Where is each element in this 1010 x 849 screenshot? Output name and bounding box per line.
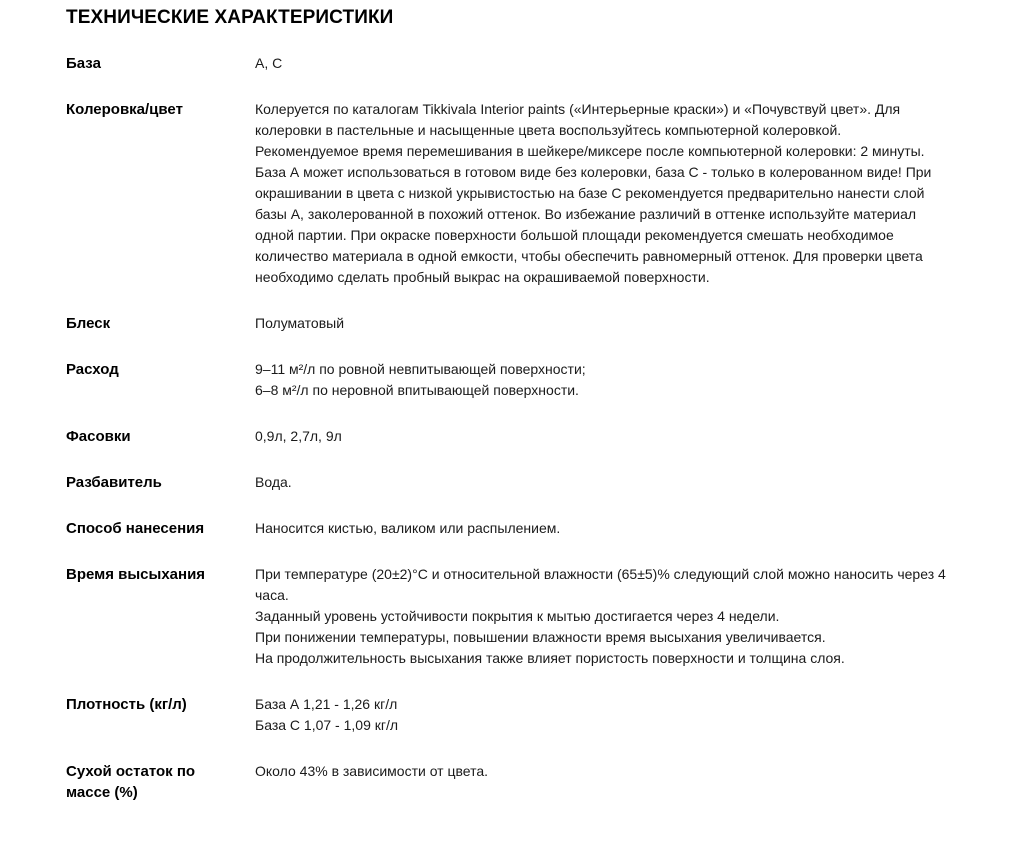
spec-value-line: База А 1,21 - 1,26 кг/л (255, 696, 398, 712)
spec-row-density (66, 694, 952, 736)
spec-value (255, 99, 947, 288)
spec-value (255, 426, 947, 447)
spec-row-pack-sizes (66, 426, 952, 447)
spec-value-line: А, С (255, 55, 283, 71)
spec-value-line: 9–11 м²/л по ровной невпитывающей поверхности; (255, 361, 586, 377)
spec-value-line: Около 43% в зависимости от цвета. (255, 763, 489, 779)
spec-value-line: Полуматовый (255, 315, 345, 331)
page-title: ТЕХНИЧЕСКИЕ ХАРАКТЕРИСТИКИ (66, 7, 394, 28)
spec-row-thinner (66, 472, 952, 493)
spec-row-base (66, 53, 952, 74)
spec-value-line: Вода. (255, 474, 292, 490)
spec-value-paragraph: Колеруется по каталогам Tikkivala Interior paints («Интерьерные краски») и «Почувствуй цвет». Для колеровки в пастельные и насыщенные цвета воспользуйтесь компьютерной колеровкой. Рекомендуемое время перемешивания в шейкере/миксере после компьютерной колеровки: 2 минуты. База А может использоваться в готовом виде без колеровки, база С - только в колерованном виде! При окрашивании в цвета с низкой укрывистостью на базе С рекомендуется предварительно нанести слой базы А, заколерованной в похожий оттенок. Во избежание различий в оттенке используйте материал одной партии. При окраске поверхности большой площади рекомендуется смешать необходимое количество материала в одной емкости, чтобы обеспечить равномерный оттенок. Для проверки цвета необходимо сделать пробный выкрас на окрашиваемой поверхности. (255, 101, 932, 285)
spec-value (255, 359, 947, 401)
spec-label: Колеровка/цвет (66, 101, 183, 118)
spec-value (255, 313, 947, 334)
spec-row-application-method (66, 518, 952, 539)
spec-value (255, 518, 947, 539)
spec-row-coverage (66, 359, 952, 401)
spec-label: Сухой остаток по массе (%) (66, 763, 196, 801)
spec-label: Фасовки (66, 428, 131, 445)
spec-label: Время высыхания (66, 566, 206, 583)
spec-value-line: База С 1,07 - 1,09 кг/л (255, 717, 399, 733)
spec-value-line: При температуре (20±2)°С и относительной влажности (65±5)% следующий слой можно наносить через 4 часа. (255, 566, 946, 603)
spec-label: Расход (66, 361, 119, 378)
spec-value-line: На продолжительность высыхания также влияет пористость поверхности и толщина слоя. (255, 650, 845, 666)
spec-label: База (66, 55, 101, 72)
spec-value-line: При понижении температуры, повышении влажности время высыхания увеличивается. (255, 629, 826, 645)
spec-value (255, 472, 947, 493)
spec-label: Способ нанесения (66, 520, 205, 537)
spec-label: Разбавитель (66, 474, 162, 491)
spec-row-solids-by-mass (66, 761, 952, 803)
spec-label: Блеск (66, 315, 111, 332)
spec-value-line: 6–8 м²/л по неровной впитывающей поверхности. (255, 382, 579, 398)
spec-table (66, 53, 952, 803)
spec-value (255, 694, 947, 736)
spec-row-gloss (66, 313, 952, 334)
spec-value-line: Заданный уровень устойчивости покрытия к мытью достигается через 4 недели. (255, 608, 780, 624)
spec-value-line: Наносится кистью, валиком или распылением. (255, 520, 561, 536)
spec-value (255, 761, 947, 782)
spec-value (255, 564, 947, 669)
spec-label: Плотность (кг/л) (66, 696, 187, 713)
spec-value-line: 0,9л, 2,7л, 9л (255, 428, 342, 444)
spec-row-drying-time (66, 564, 952, 669)
spec-row-tinting (66, 99, 952, 288)
spec-value (255, 53, 947, 74)
